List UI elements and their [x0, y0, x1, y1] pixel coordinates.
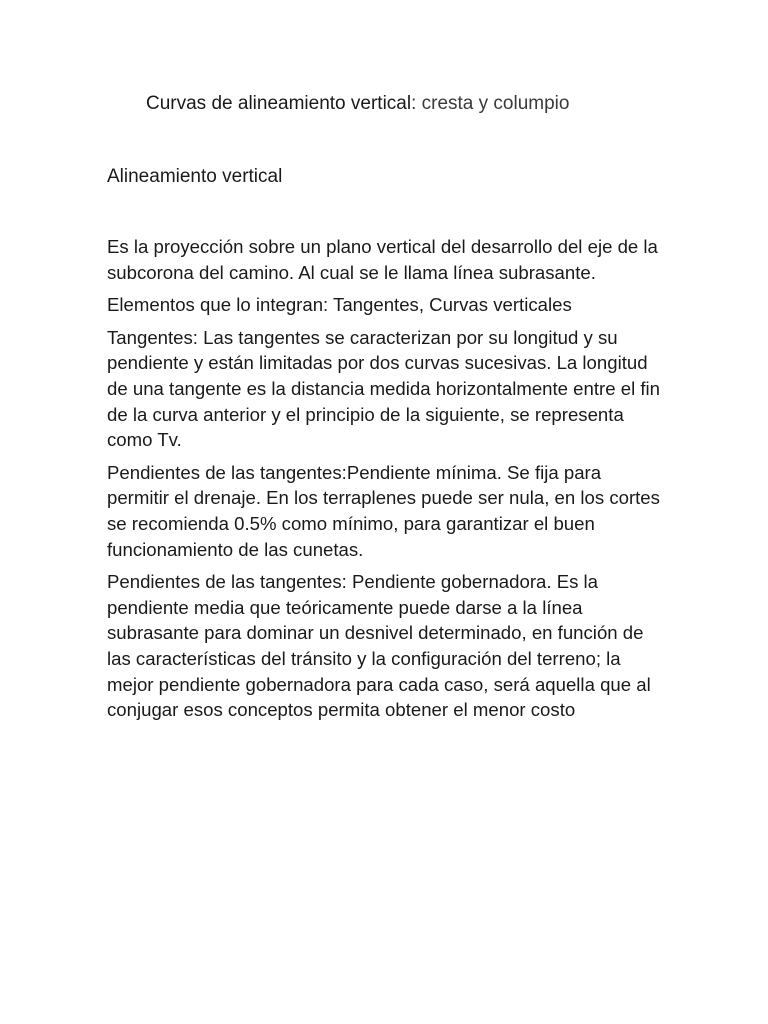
document-title-sub: : cresta y columpio: [411, 93, 570, 114]
paragraph-definition: Es la proyección sobre un plano vertical del desarrollo del eje de la subcorona del camino. Al cual se le llama línea subrasante.: [107, 236, 658, 283]
document-title-main: Curvas de alineamiento vertical: [146, 93, 412, 114]
paragraph-elements: Elementos que lo integran: Tangentes, Curvas verticales: [107, 294, 572, 316]
document-body: [107, 234, 667, 730]
document-title: [146, 92, 569, 116]
paragraph-tangents: Tangentes: Las tangentes se caracterizan por su longitud y su pendiente y están limitadas por dos curvas sucesivas. La longitud de una tangente es la distancia medida horizontalmente entre el fin de la curva anterior y el principio de la siguiente, se representa como Tv.: [107, 326, 661, 451]
paragraph-minimum-slope: Pendientes de las tangentes:Pendiente mínima. Se fija para permitir el drenaje. En los terraplenes puede ser nula, en los cortes se recomienda 0.5% como mínimo, para garantizar el buen funcionamiento de las cunetas.: [107, 461, 660, 560]
paragraph-governing-slope: Pendientes de las tangentes: Pendiente gobernadora. Es la pendiente media que teóricamente puede darse a la línea subrasante para dominar un desnivel determinado, en función de las características del tránsito y la configuración del terreno; la mejor pendiente gobernadora para cada caso, será aquella que al conjugar esos conceptos permita obtener el menor costo: [107, 571, 651, 721]
section-heading: Alineamiento vertical: [107, 166, 283, 187]
